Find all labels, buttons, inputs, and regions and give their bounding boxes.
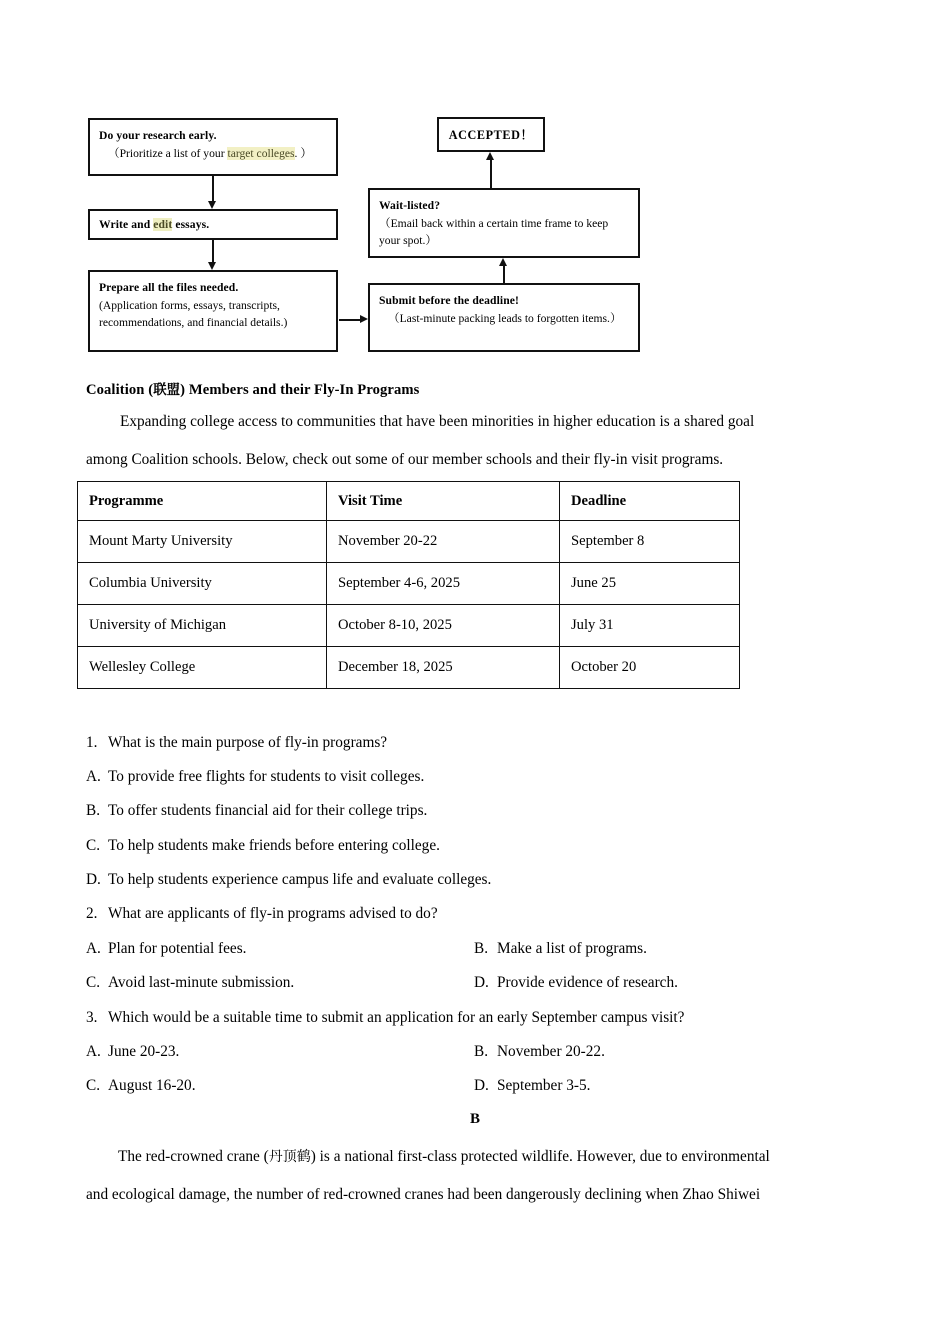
cell-deadline: July 31 — [560, 605, 740, 647]
question-1-option-c[interactable] — [86, 838, 440, 853]
question-1-option-d[interactable] — [86, 872, 491, 887]
flowchart-box-submit-deadline — [368, 283, 640, 352]
section-letter-b: B — [469, 1111, 480, 1127]
flowchart-box-title: Prepare all the files needed. — [99, 281, 239, 294]
flowchart-box-title — [99, 216, 209, 234]
option-text: September 3-5. — [497, 1077, 591, 1094]
chinese-gloss: 丹顶鹤 — [268, 1149, 311, 1165]
arrow-research-to-essays — [212, 176, 214, 209]
cell-visit-time: October 8-10, 2025 — [327, 605, 560, 647]
option-label: B. — [474, 940, 489, 957]
question-1-option-a[interactable] — [86, 769, 424, 784]
flowchart-box-subtext — [99, 145, 327, 163]
cell-programme: Mount Marty University — [78, 521, 327, 563]
option-label: D. — [474, 1077, 489, 1094]
cell-programme: Wellesley College — [78, 647, 327, 689]
cell-visit-time: September 4-6, 2025 — [327, 563, 560, 605]
question-1-option-b[interactable] — [86, 803, 427, 818]
table-header-row — [78, 482, 740, 521]
question-2-option-a[interactable] — [86, 941, 246, 956]
option-label: C. — [86, 837, 101, 854]
cell-deadline: October 20 — [560, 647, 740, 689]
fly-in-programs-table — [77, 481, 740, 689]
option-label: C. — [86, 1077, 101, 1094]
option-text: November 20-22. — [497, 1043, 605, 1060]
flowchart-box-wait-listed — [368, 188, 640, 258]
flowchart-box-line2: recommendations, and financial details.) — [99, 316, 288, 330]
question-1-stem — [86, 735, 387, 750]
flowchart-box-accepted — [437, 117, 545, 152]
option-label: A. — [86, 940, 101, 957]
line-suffix: ) is a national first-class protected wildlife. However, due to environmental — [310, 1148, 770, 1165]
option-text: June 20-23. — [108, 1043, 180, 1060]
line-prefix: The red-crowned crane ( — [118, 1148, 269, 1165]
table-row — [78, 605, 740, 647]
heading-suffix: ) Members and their Fly-In Programs — [180, 382, 420, 398]
column-header-deadline: Deadline — [560, 482, 740, 521]
intro-paragraph-line-1: Expanding college access to communities that have been minorities in higher education is a shared goal — [120, 413, 755, 430]
option-text: To help students make friends before entering college. — [108, 837, 440, 854]
section-b-paragraph-line-1 — [118, 1149, 770, 1164]
section-b-paragraph-line-2: and ecological damage, the number of red-crowned cranes had been dangerously declining when Zhao Shiwei — [86, 1186, 761, 1203]
flowchart-box-line1: （Last-minute packing leads to forgotten items.） — [388, 311, 622, 325]
cell-deadline: September 8 — [560, 521, 740, 563]
accepted-label: ACCEPTED！ — [448, 127, 534, 142]
option-text: August 16-20. — [108, 1077, 196, 1094]
intro-paragraph-line-2: among Coalition schools. Below, check out some of our member schools and their fly-in visit programs. — [86, 451, 724, 468]
subtext-suffix: . ） — [294, 146, 312, 160]
flowchart-box-line2: your spot.） — [379, 234, 437, 248]
question-number: 3. — [86, 1009, 98, 1026]
subtext-prefix: （Prioritize a list of your — [108, 146, 228, 160]
question-number: 2. — [86, 905, 98, 922]
flowchart-box-title: Submit before the deadline! — [379, 294, 520, 307]
question-2-option-d[interactable] — [474, 975, 678, 990]
question-text: What is the main purpose of fly-in programs? — [108, 734, 388, 751]
option-text: Plan for potential fees. — [108, 940, 247, 957]
option-text: To help students experience campus life and evaluate colleges. — [108, 871, 492, 888]
flowchart-box-line1: (Application forms, essays, transcripts, — [99, 298, 280, 312]
highlighted-term: target colleges — [227, 146, 295, 160]
title-suffix: essays. — [172, 218, 210, 232]
question-text: What are applicants of fly-in programs advised to do? — [108, 905, 438, 922]
question-3-stem — [86, 1010, 684, 1025]
cell-visit-time: December 18, 2025 — [327, 647, 560, 689]
table-row — [78, 521, 740, 563]
arrow-essays-to-files — [212, 240, 214, 270]
option-text: Make a list of programs. — [497, 940, 647, 957]
arrow-waitlisted-to-accepted — [490, 152, 492, 189]
cell-deadline: June 25 — [560, 563, 740, 605]
column-header-programme: Programme — [78, 482, 327, 521]
option-label: A. — [86, 768, 101, 785]
flowchart-box-title: Wait-listed? — [379, 199, 441, 212]
arrow-submit-to-waitlisted — [503, 258, 505, 284]
column-header-visit-time: Visit Time — [327, 482, 560, 521]
question-3-option-c[interactable] — [86, 1078, 196, 1093]
option-label: D. — [474, 974, 489, 991]
heading-prefix: Coalition ( — [86, 382, 154, 398]
option-label: C. — [86, 974, 101, 991]
table-row — [78, 647, 740, 689]
application-process-flowchart — [0, 0, 950, 370]
option-text: To provide free flights for students to visit colleges. — [108, 768, 425, 785]
option-label: A. — [86, 1043, 101, 1060]
question-3-option-d[interactable] — [474, 1078, 590, 1093]
heading-chinese-gloss: 联盟 — [153, 383, 181, 398]
question-text: Which would be a suitable time to submit an application for an early September campus visit? — [108, 1009, 685, 1026]
option-text: Provide evidence of research. — [497, 974, 678, 991]
option-text: Avoid last-minute submission. — [108, 974, 295, 991]
flowchart-box-line1: （Email back within a certain time frame to keep — [379, 216, 609, 230]
flowchart-box-prepare-files — [88, 270, 338, 352]
cell-programme: Columbia University — [78, 563, 327, 605]
option-label: D. — [86, 871, 101, 888]
question-2-stem — [86, 906, 438, 921]
option-label: B. — [86, 802, 101, 819]
option-label: B. — [474, 1043, 489, 1060]
flowchart-box-write-essays — [88, 209, 338, 240]
flowchart-box-title: Do your research early. — [99, 129, 217, 142]
option-text: To offer students financial aid for their college trips. — [108, 802, 428, 819]
cell-programme: University of Michigan — [78, 605, 327, 647]
question-3-option-a[interactable] — [86, 1044, 179, 1059]
flowchart-box-do-research — [88, 118, 338, 176]
table-row — [78, 563, 740, 605]
title-prefix: Write and — [99, 218, 154, 232]
article-heading — [86, 379, 419, 399]
question-number: 1. — [86, 734, 98, 751]
arrow-files-to-submit — [339, 319, 369, 321]
cell-visit-time: November 20-22 — [327, 521, 560, 563]
highlighted-term: edit — [153, 218, 173, 232]
question-2-option-b[interactable] — [474, 941, 647, 956]
question-2-option-c[interactable] — [86, 975, 294, 990]
question-3-option-b[interactable] — [474, 1044, 605, 1059]
